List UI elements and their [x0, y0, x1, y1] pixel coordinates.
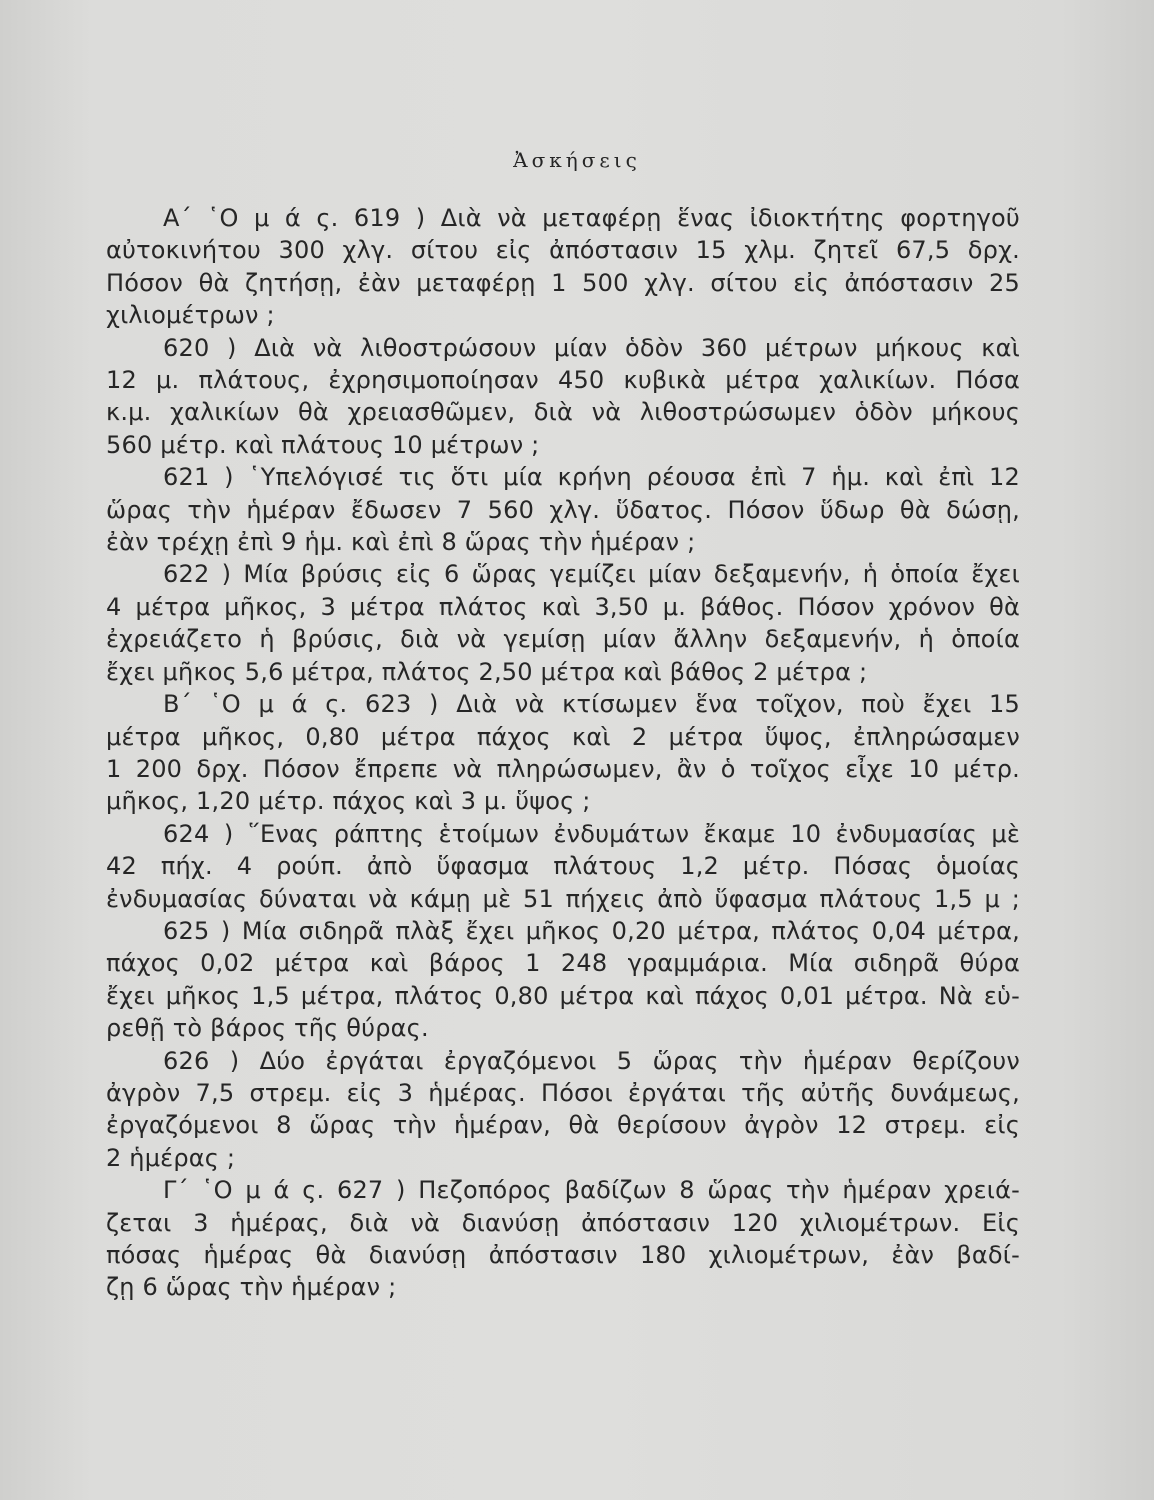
text-line: ρεθῇ τὸ βάρος τῆς θύρας. — [106, 1014, 429, 1043]
text-line: ζῃ 6 ὥρας τὴν ἡμέραν ; — [106, 1273, 397, 1302]
text-line: πόσας ἡμέρας θὰ διανύσῃ ἀπόστασιν 180 χιλιομέτρων, ἐὰν βαδί- — [106, 1241, 1020, 1269]
text-line: 12 μ. πλάτους, ἐχρησιμοποίησαν 450 κυβικὰ μέτρα χαλικίων. Πόσα — [106, 366, 1020, 395]
page-heading: Ἀσκήσεις — [513, 148, 641, 172]
text-line: 622 ) Μία βρύσις εἰς 6 ὥρας γεμίζει μίαν δεξαμενήν, ἡ ὁποία ἔχει — [163, 560, 1020, 589]
text-line: 625 ) Μία σιδηρᾶ πλὰξ ἔχει μῆκος 0,20 μέτρα, πλάτος 0,04 μέτρα, — [163, 916, 1020, 945]
text-line: ἔχει μῆκος 5,6 μέτρα, πλάτος 2,50 μέτρα καὶ βάθος 2 μέτρα ; — [106, 657, 868, 686]
text-line: ἐνδυμασίας δύναται νὰ κάμῃ μὲ 51 πήχεις ἀπὸ ὕφασμα πλάτους 1,5 μ ; — [106, 884, 1020, 913]
text-line: ὥρας τὴν ἡμέραν ἔδωσεν 7 560 χλγ. ὕδατος. Πόσον ὕδωρ θὰ δώσῃ, — [106, 495, 1020, 524]
text-line: 626 ) Δύο ἐργάται ἐργαζόμενοι 5 ὥρας τὴν ἡμέραν θερίζουν — [163, 1046, 1020, 1075]
text-line: ζεται 3 ἡμέρας, διὰ νὰ διανύσῃ ἀπόστασιν 120 χιλιομέτρων. Εἰς — [106, 1208, 1020, 1237]
text-line: ἔχει μῆκος 1,5 μέτρα, πλάτος 0,80 μέτρα καὶ πάχος 0,01 μέτρα. Νὰ εὑ- — [106, 981, 1020, 1010]
text-line: Β΄ ῾Ο μ ά ς. 623 ) Διὰ νὰ κτίσωμεν ἕνα τοῖχον, ποὺ ἔχει 15 — [163, 690, 1020, 719]
text-line: 42 πήχ. 4 ρούπ. ἀπὸ ὕφασμα πλάτους 1,2 μέτρ. Πόσας ὁμοίας — [106, 852, 1020, 881]
text-line: πάχος 0,02 μέτρα καὶ βάρος 1 248 γραμμάρια. Μία σιδηρᾶ θύρα — [106, 949, 1020, 978]
text-line: 621 ) ῾Υπελόγισέ τις ὅτι μία κρήνη ρέουσα ἐπὶ 7 ἡμ. καὶ ἐπὶ 12 — [163, 463, 1020, 492]
text-line: ἐὰν τρέχῃ ἐπὶ 9 ἡμ. καὶ ἐπὶ 8 ὥρας τὴν ἡμέραν ; — [106, 528, 696, 557]
text-line: Α΄ ῾Ο μ ά ς. 619 ) Διὰ νὰ μεταφέρῃ ἕνας ἰδιοκτήτης φορτηγοῦ — [163, 204, 1020, 232]
text-line: μέτρα μῆκος, 0,80 μέτρα πάχος καὶ 2 μέτρα ὕψος, ἐπληρώσαμεν — [106, 722, 1020, 751]
text-line: κ.μ. χαλικίων θὰ χρειασθῶμεν, διὰ νὰ λιθοστρώσωμεν ὁδὸν μήκους — [106, 398, 1020, 427]
text-line: 4 μέτρα μῆκος, 3 μέτρα πλάτος καὶ 3,50 μ. βάθος. Πόσον χρόνον θὰ — [106, 592, 1020, 621]
text-line: ἐχρειάζετο ἡ βρύσις, διὰ νὰ γεμίσῃ μίαν ἄλλην δεξαμενήν, ἡ ὁποία — [106, 625, 1020, 654]
text-line: ἀγρὸν 7,5 στρεμ. εἰς 3 ἡμέρας. Πόσοι ἐργάται τῆς αὐτῆς δυνάμεως, — [106, 1078, 1020, 1107]
text-line: 624 ) ῞Ενας ράπτης ἑτοίμων ἐνδυμάτων ἔκαμε 10 ἐνδυμασίας μὲ — [163, 819, 1020, 848]
exercise-text — [106, 202, 1020, 1304]
text-line: Πόσον θὰ ζητήσῃ, ἐὰν μεταφέρῃ 1 500 χλγ. σίτου εἰς ἀπόστασιν 25 — [106, 268, 1020, 297]
text-line: 560 μέτρ. καὶ πλάτους 10 μέτρων ; — [106, 430, 540, 459]
text-line: Γ΄ ῾Ο μ ά ς. 627 ) Πεζοπόρος βαδίζων 8 ὥρας τὴν ἡμέραν χρειά- — [163, 1176, 1020, 1205]
text-line: χιλιομέτρων ; — [106, 301, 275, 330]
text-line: 620 ) Διὰ νὰ λιθοστρώσουν μίαν ὁδὸν 360 μέτρων μήκους καὶ — [163, 333, 1020, 362]
text-line: 1 200 δρχ. Πόσον ἔπρεπε νὰ πληρώσωμεν, ἂν ὁ τοῖχος εἶχε 10 μέτρ. — [106, 754, 1020, 783]
text-line: αὐτοκινήτου 300 χλγ. σίτου εἰς ἀπόστασιν 15 χλμ. ζητεῖ 67,5 δρχ. — [106, 236, 1020, 265]
text-line: ἐργαζόμενοι 8 ὥρας τὴν ἡμέραν, θὰ θερίσουν ἀγρὸν 12 στρεμ. εἰς — [106, 1111, 1020, 1140]
text-line: μῆκος, 1,20 μέτρ. πάχος καὶ 3 μ. ὕψος ; — [106, 787, 591, 816]
text-line: 2 ἡμέρας ; — [106, 1143, 236, 1172]
